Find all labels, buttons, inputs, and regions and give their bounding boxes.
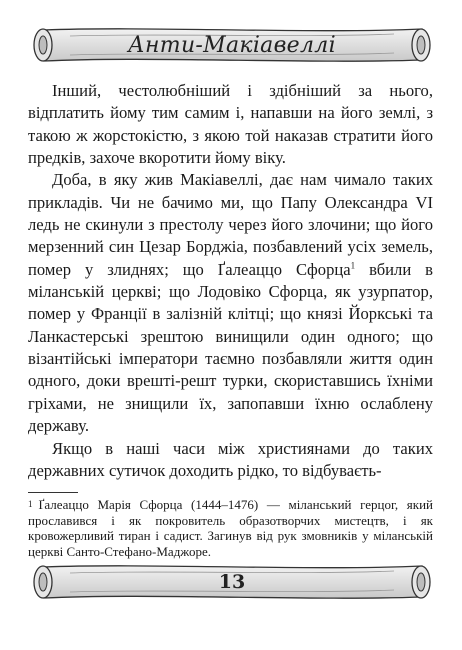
paragraph-text: Доба, в яку жив Макіавеллі, дає нам чимало таких прикладів. Чи не бачимо ми, що Папу Олександра VI ледь не скинули з престолу через його злочини; що його мерзенний син Цезар Борджіа, позбавлений усіх земель, помер у злиднях; що Ґалеаццо Сфорца	[28, 170, 433, 279]
footnote-divider	[28, 492, 78, 493]
footer-scroll-banner	[30, 561, 434, 603]
footnote-text: Ґалеаццо Марія Сфорца (1444–1476) — міланський герцог, який прославився і як покровитель образотворчих мистецтв, і як кровожерливий тиран і садист. Загинув від рук змовників у міланській церкві Санто-Стефано-Маджоре.	[28, 497, 433, 559]
footnote	[28, 497, 433, 559]
page-number: 13	[218, 571, 246, 593]
paragraph: Якщо в наші часи між християнами до таких державних сутичок доходить рідко, то відбуваєть-	[28, 438, 433, 480]
paragraph: Інший, честолюбніший і здібніший за нього, відплатить йому тим самим і, напавши на його землі, з такою ж жорстокістю, з якою той наказав стратити його предків, захоче вкоротити йому віку.	[28, 81, 433, 168]
header-scroll-banner	[30, 24, 434, 66]
footnote-reference[interactable]: 1	[350, 260, 356, 271]
main-text	[28, 80, 433, 482]
footnote-mark: 1	[28, 499, 33, 509]
running-header-title: Анти-Макіавеллі	[128, 32, 336, 58]
paragraph	[28, 169, 433, 437]
paragraph-text: вбили в міланській церкві; що Лодовіко Сфорца, як узурпатор, помер у Франції в залізній клітці; що князі Йоркські та Ланкастерські зрештою винищили один одного; що візантійські імператори таємно позбавляли життя один одного, доки врешті-решт турки, скориставшись їхніми гріхами, не знищили їх, запопавши їхню ослаблену державу.	[28, 259, 433, 436]
